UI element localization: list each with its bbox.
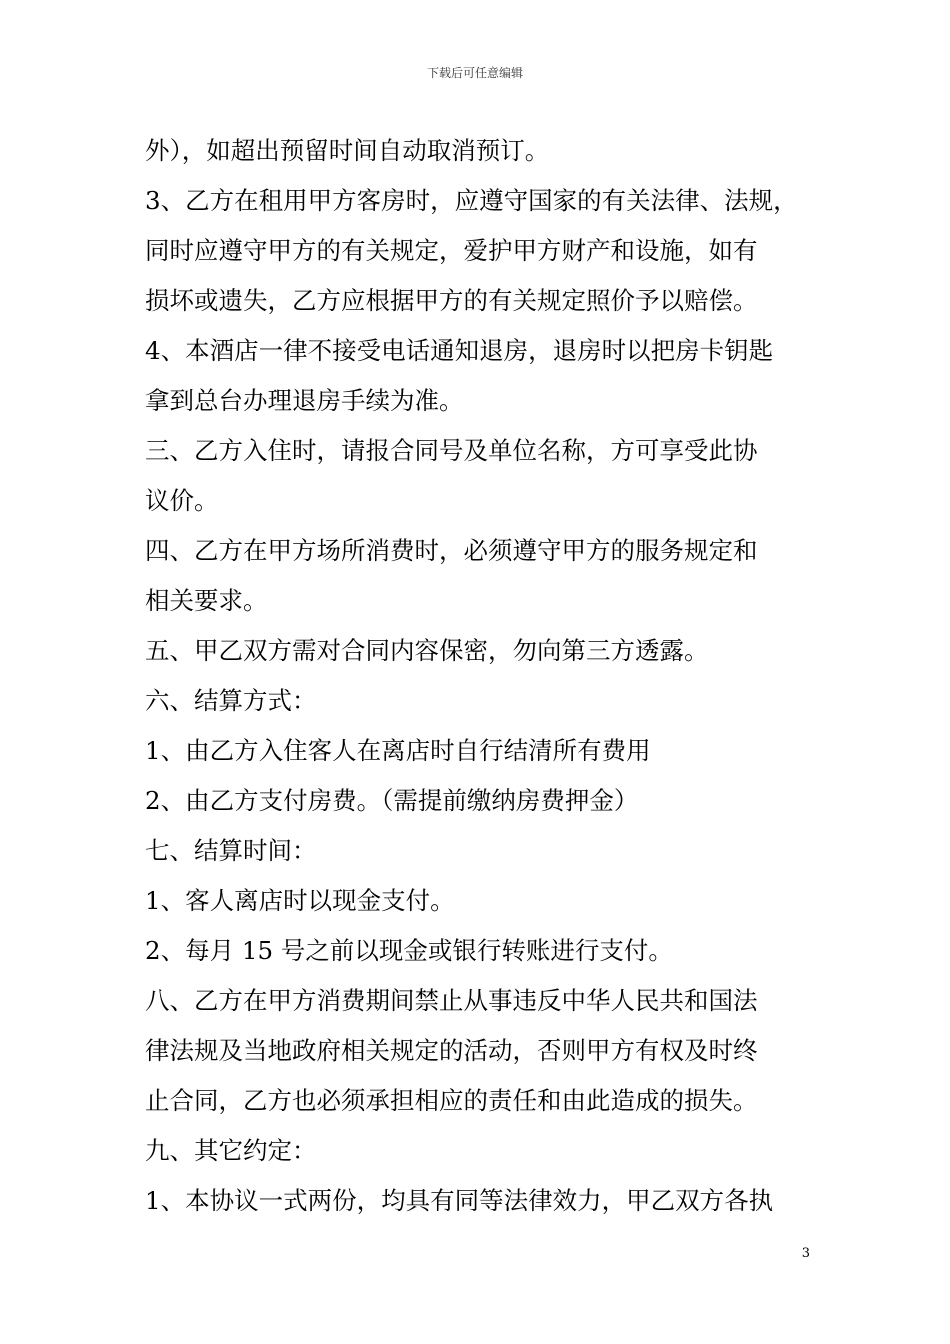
text-line: 2、每月 15 号之前以现金或银行转账进行支付。 [145, 936, 673, 965]
section-heading: 七、结算时间： [145, 836, 317, 865]
section-heading: 九、其它约定： [145, 1136, 317, 1165]
text-line: 同时应遵守甲方的有关规定，爱护甲方财产和设施，如有 [145, 236, 758, 265]
page-header: 下载后可任意编辑 [426, 66, 523, 80]
text-line: 五、甲乙双方需对合同内容保密，勿向第三方透露。 [145, 636, 709, 665]
text-line: 八、乙方在甲方消费期间禁止从事违反中华人民共和国法 [145, 986, 758, 1015]
text-line: 相关要求。 [145, 586, 268, 615]
page-number: 3 [801, 1246, 810, 1261]
text-line: 议价。 [145, 486, 219, 515]
text-line: 止合同，乙方也必须承担相应的责任和由此造成的损失。 [145, 1086, 758, 1115]
text-line: 四、乙方在甲方场所消费时，必须遵守甲方的服务规定和 [145, 536, 758, 565]
text-line: 4、本酒店一律不接受电话通知退房，退房时以把房卡钥匙 [145, 336, 774, 365]
text-line: 1、由乙方入住客人在离店时自行结清所有费用 [145, 736, 651, 765]
contract-body [145, 126, 825, 1226]
text-line: 1、本协议一式两份，均具有同等法律效力，甲乙双方各执 [145, 1186, 774, 1215]
section-heading: 六、结算方式： [145, 686, 317, 715]
text-line: 2、由乙方支付房费。（需提前缴纳房费押金） [145, 786, 639, 815]
text-line: 三、乙方入住时，请报合同号及单位名称，方可享受此协 [145, 436, 758, 465]
text-line: 3、乙方在租用甲方客房时，应遵守国家的有关法律、法规， [145, 186, 798, 215]
text-line: 拿到总台办理退房手续为准。 [145, 386, 464, 415]
text-line: 1、客人离店时以现金支付。 [145, 886, 455, 915]
text-line: 外），如超出预留时间自动取消预订。 [145, 136, 550, 165]
text-line: 律法规及当地政府相关规定的活动，否则甲方有权及时终 [145, 1036, 758, 1065]
text-line: 损坏或遗失，乙方应根据甲方的有关规定照价予以赔偿。 [145, 286, 758, 315]
